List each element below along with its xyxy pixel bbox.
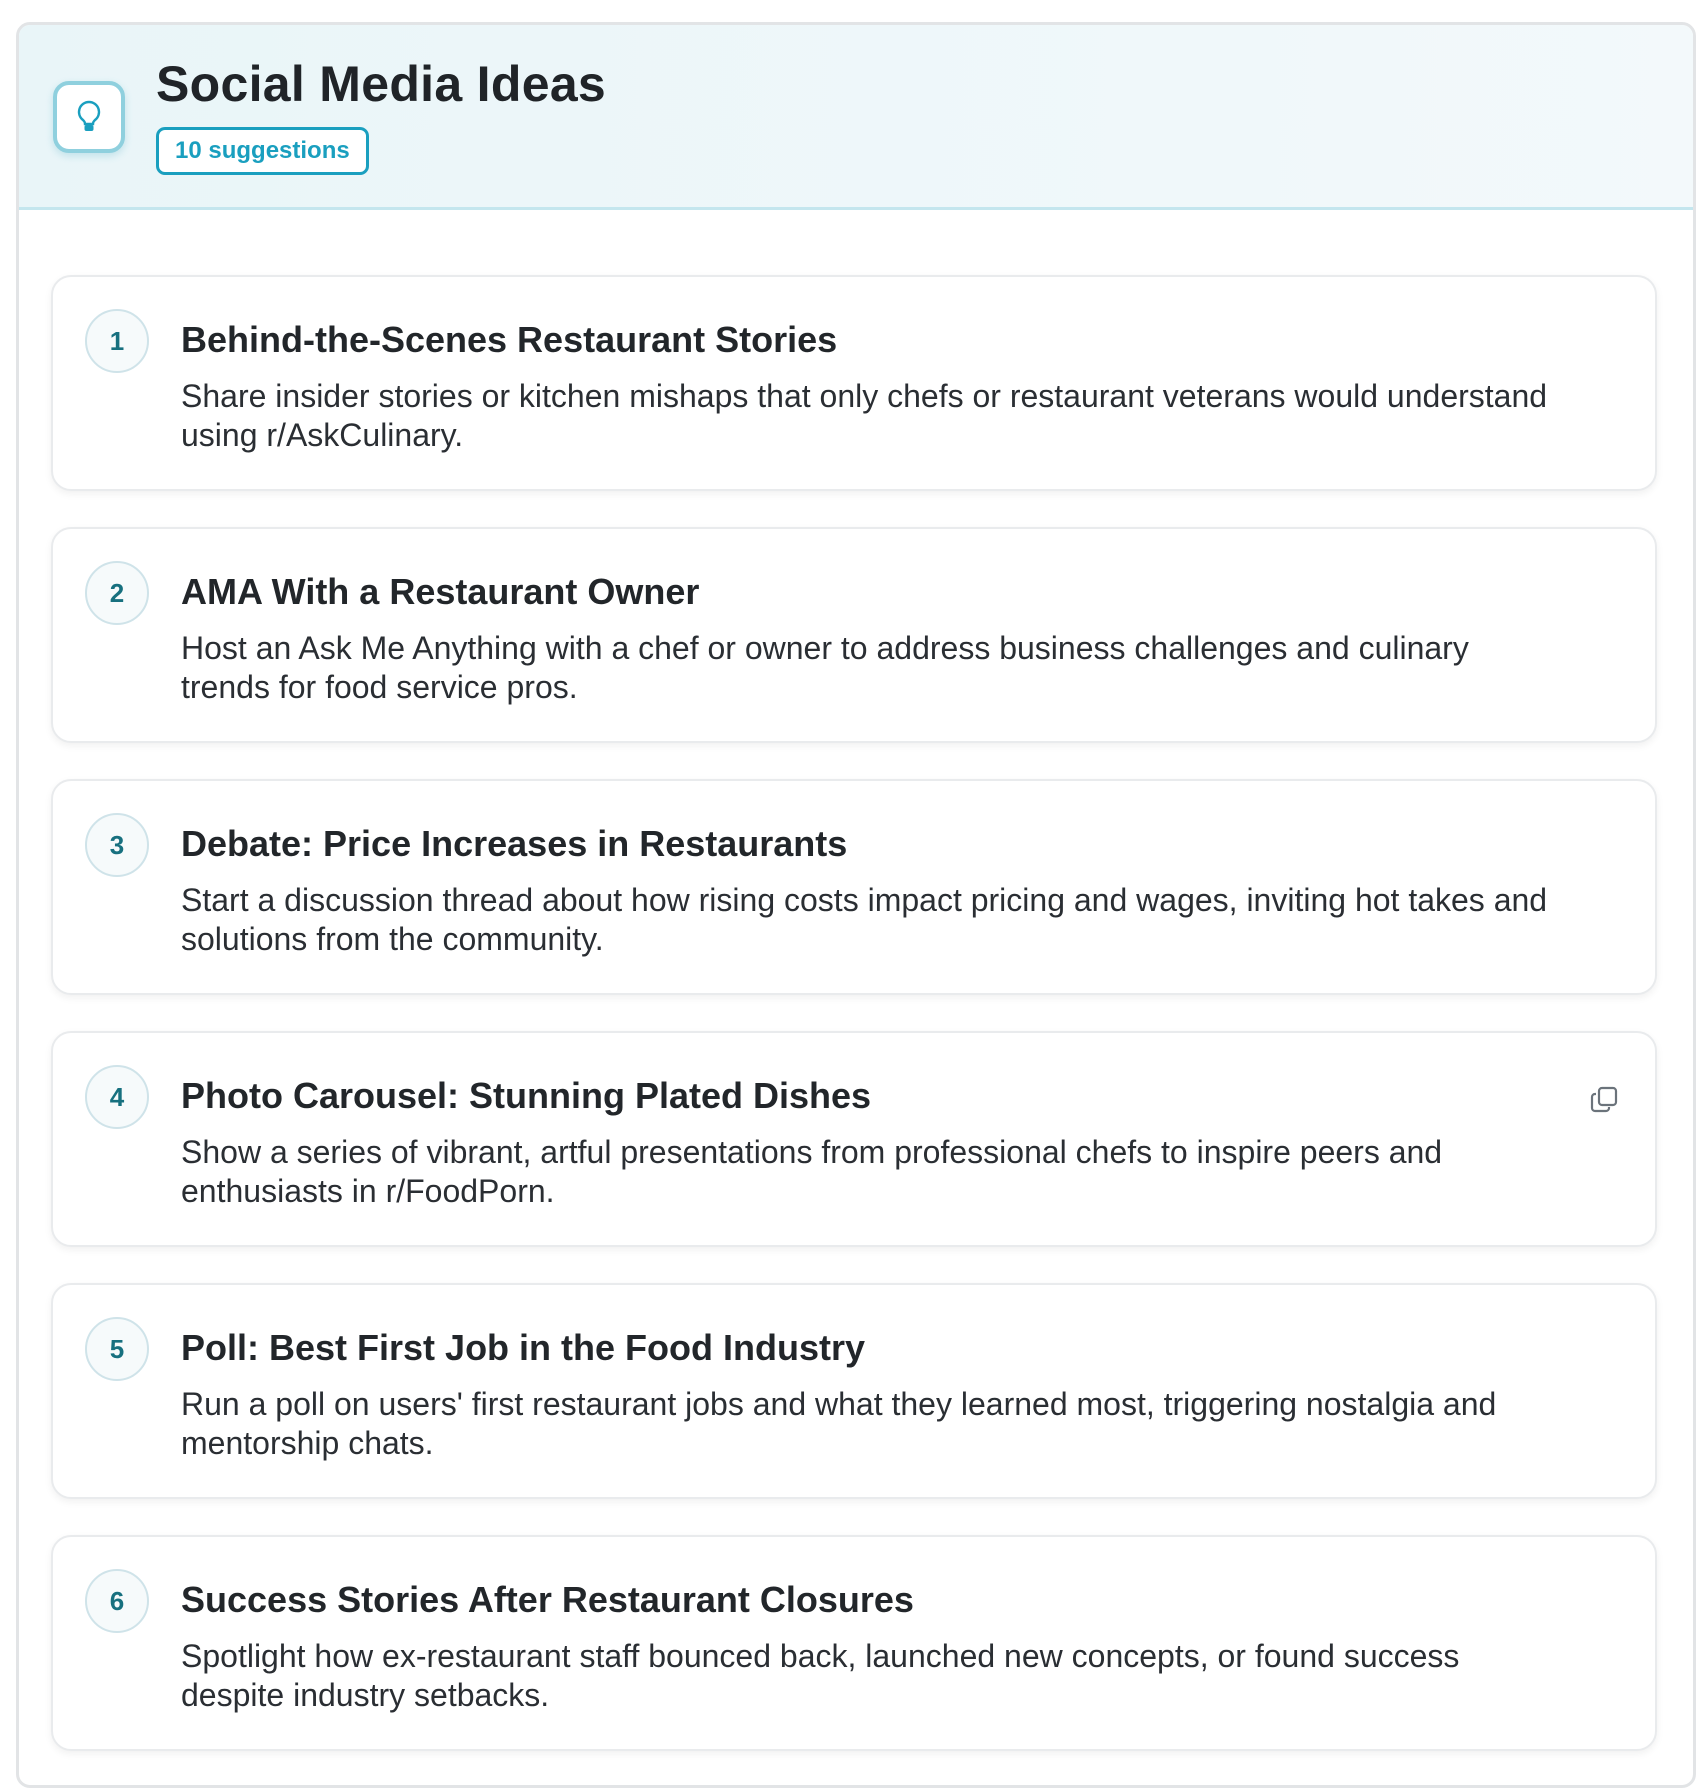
idea-description: Run a poll on users' first restaurant jobs and what they learned most, triggering nostalgia and mentorship chats. [181, 1386, 1497, 1461]
idea-card[interactable] [51, 275, 1657, 491]
ideas-list [51, 275, 1657, 1787]
idea-card[interactable] [51, 1031, 1657, 1247]
page-title: Social Media Ideas [156, 56, 607, 112]
idea-title: Poll: Best First Job in the Food Industry [181, 1327, 866, 1368]
copy-icon[interactable] [1589, 1085, 1619, 1120]
idea-card[interactable] [51, 527, 1657, 743]
idea-title: Behind-the-Scenes Restaurant Stories [181, 319, 838, 360]
idea-description: Show a series of vibrant, artful presentations from professional chefs to inspire peers and enthusiasts in r/FoodPorn. [181, 1134, 1443, 1209]
idea-description: Share insider stories or kitchen mishaps that only chefs or restaurant veterans would understand using r/AskCulinary. [181, 378, 1548, 453]
idea-number: 6 [85, 1569, 149, 1633]
social-media-ideas-panel [16, 22, 1696, 1788]
panel-header [19, 25, 1693, 210]
idea-number: 3 [85, 813, 149, 877]
idea-description: Start a discussion thread about how rising costs impact pricing and wages, inviting hot takes and solutions from the community. [181, 882, 1548, 957]
idea-card[interactable] [51, 1283, 1657, 1499]
idea-number: 1 [85, 309, 149, 373]
idea-card[interactable] [51, 779, 1657, 995]
idea-number: 5 [85, 1317, 149, 1381]
suggestion-count-badge: 10 suggestions [156, 127, 369, 175]
idea-card[interactable] [51, 1535, 1657, 1751]
idea-title: Photo Carousel: Stunning Plated Dishes [181, 1075, 872, 1116]
idea-description: Host an Ask Me Anything with a chef or owner to address business challenges and culinary trends for food service pros. [181, 630, 1469, 705]
lightbulb-icon [53, 81, 125, 153]
idea-title: Success Stories After Restaurant Closures [181, 1579, 914, 1620]
idea-title: AMA With a Restaurant Owner [181, 571, 700, 612]
idea-title: Debate: Price Increases in Restaurants [181, 823, 848, 864]
idea-number: 4 [85, 1065, 149, 1129]
idea-number: 2 [85, 561, 149, 625]
idea-description: Spotlight how ex-restaurant staff bounced back, launched new concepts, or found success despite industry setbacks. [181, 1638, 1460, 1713]
